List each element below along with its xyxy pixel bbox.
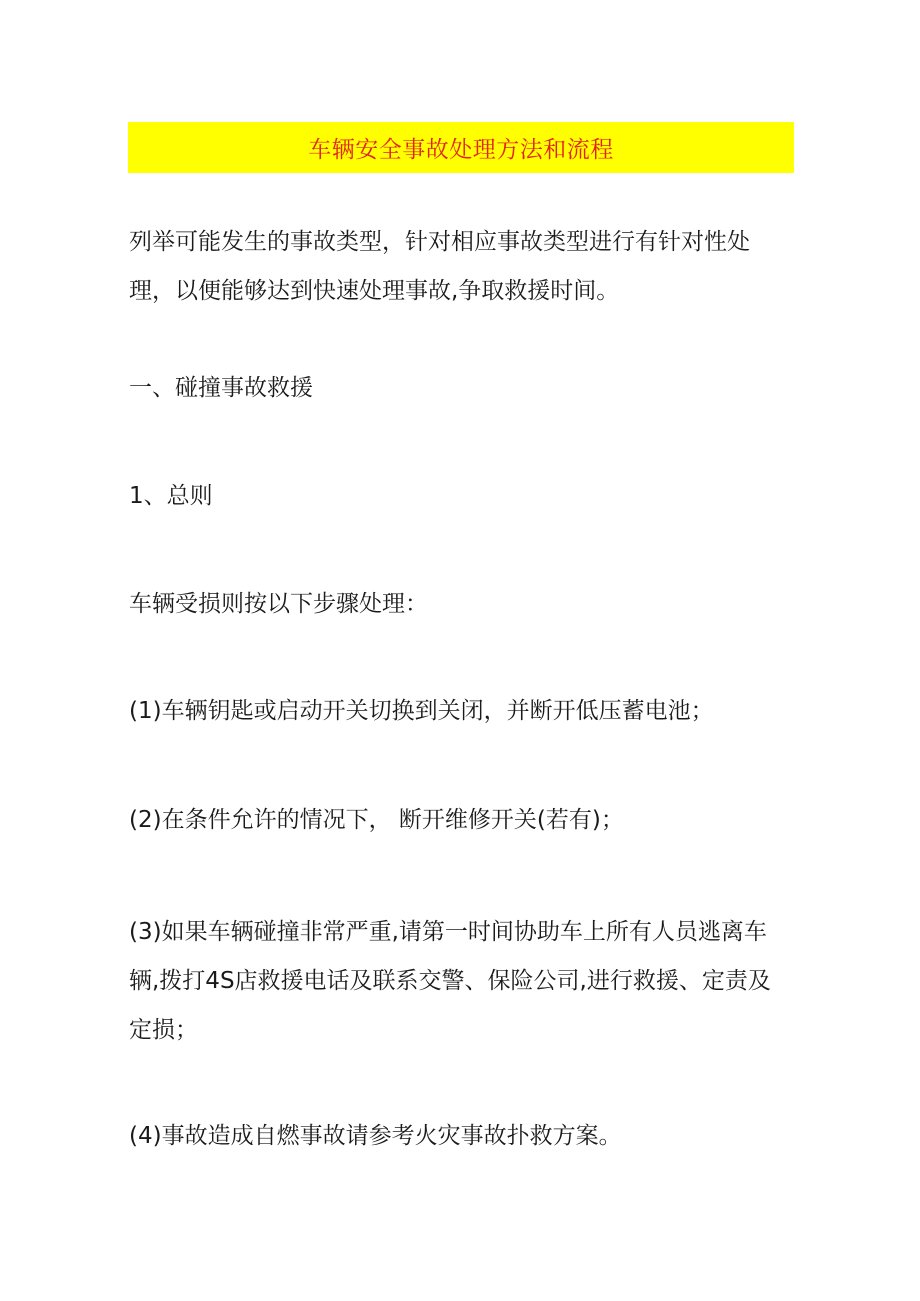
- step-item: [129, 908, 779, 1055]
- step-line: (4)事故造成自燃事故请参考火灾事故扑救方案。: [129, 1123, 622, 1149]
- step-item: [129, 1112, 779, 1161]
- step-item: [129, 796, 779, 845]
- step-line: (1)车辆钥匙或启动开关切换到关闭，并断开低压蓄电池；: [129, 698, 714, 724]
- document-title: 车辆安全事故处理方法和流程: [308, 137, 614, 163]
- step-item: [129, 687, 779, 736]
- title-banner: [128, 122, 794, 173]
- step-line: (2)在条件允许的情况下， 断开维修开关(若有)；: [129, 807, 624, 833]
- step-line: 定损；: [129, 1017, 198, 1043]
- subsection-heading: 1、总则: [129, 483, 213, 509]
- intro-line: 列举可能发生的事故类型，针对相应事故类型进行有针对性处: [129, 229, 750, 255]
- intro-line: 理，以便能够达到快速处理事故,争取救援时间。: [129, 278, 620, 304]
- lead-paragraph: 车辆受损则按以下步骤处理：: [129, 591, 428, 617]
- step-line: (3)如果车辆碰撞非常严重,请第一时间协助车上所有人员逃离车: [129, 919, 767, 945]
- section-heading: 一、碰撞事故救援: [129, 375, 313, 401]
- step-line: 辆,拨打4S店救援电话及联系交警、保险公司,进行救援、定责及: [129, 968, 771, 994]
- intro-paragraph: [129, 218, 779, 316]
